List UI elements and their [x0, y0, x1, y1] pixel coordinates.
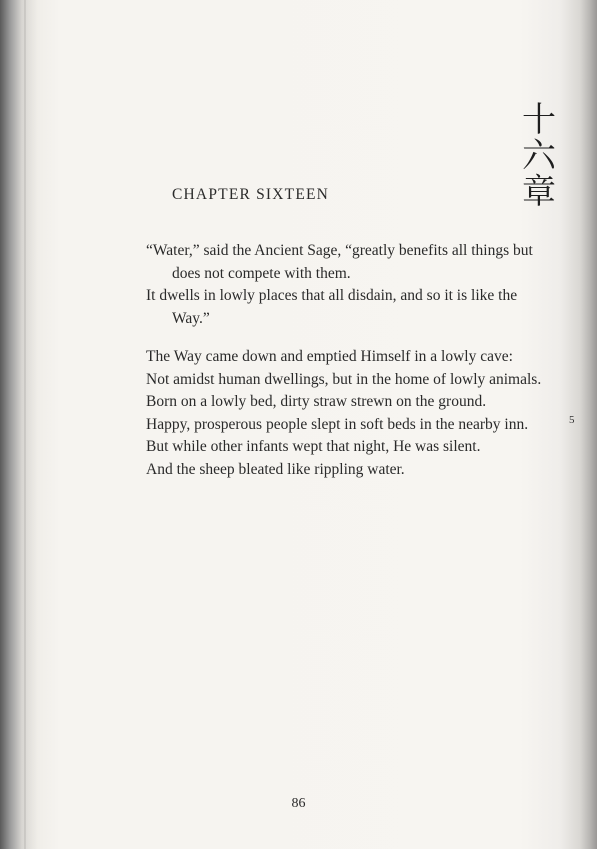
- margin-line-number: 5: [569, 414, 575, 426]
- chapter-cjk-title: [519, 102, 559, 210]
- verse-line: Not amidst human dwellings, but in the home of lowly animals.: [146, 370, 542, 388]
- page-number: 86: [291, 796, 306, 811]
- stanza: [146, 240, 556, 330]
- verse-line: The Way came down and emptied Himself in a lowly cave:: [146, 348, 513, 365]
- chapter-heading: CHAPTER SIXTEEN: [172, 186, 330, 203]
- cjk-character: 章: [522, 172, 556, 212]
- verse-line: “Water,” said the Ancient Sage, “greatly benefits all things but does not compete with them.: [146, 242, 533, 282]
- cjk-character: 十: [522, 100, 556, 140]
- cjk-character: 六: [522, 136, 556, 176]
- verse-line: And the sheep bleated like rippling water.: [146, 460, 405, 478]
- verse-line: But while other infants wept that night, He was silent.: [146, 438, 481, 455]
- stanza: [146, 346, 556, 481]
- verse-line: Happy, prosperous people slept in soft beds in the nearby inn.: [146, 415, 529, 433]
- spine-shadow: [24, 0, 26, 849]
- verse-line: Born on a lowly bed, dirty straw strewn on the ground.: [146, 393, 487, 410]
- verse-line: It dwells in lowly places that all disdain, and so it is like the Way.”: [146, 287, 518, 327]
